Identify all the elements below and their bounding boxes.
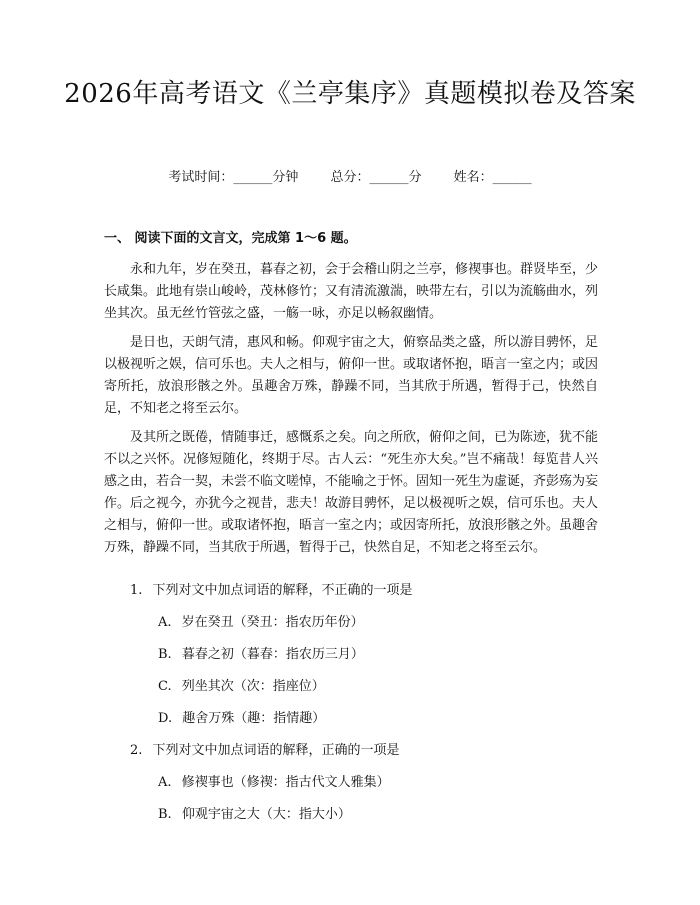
question-2-option-b	[158, 805, 351, 825]
option-text: 列坐其次（次：指座位）	[181, 679, 325, 694]
question-1	[130, 581, 413, 601]
passage-paragraph: 是日也，天朗气清，惠风和畅。仰观宇宙之大，俯察品类之盛，所以游目骋怀，足以极视听之娱，信可乐也。夫人之相与，俯仰一世。或取诸怀抱，晤言一室之内；或因寄所托，放浪形骸之外。虽趣舍万殊，静躁不同，当其欣于所遇，暂得于己，快然自足，不知老之将至云尔。	[104, 335, 599, 416]
option-letter: A.	[158, 775, 172, 790]
exam-time-field: 考试时间：______分钟	[168, 170, 299, 185]
section-heading: 一、 阅读下面的文言文，完成第 1～6 题。	[104, 231, 357, 246]
option-letter: D.	[158, 711, 173, 726]
question-text: 下列对文中加点词语的解释，正确的一项是	[152, 743, 400, 758]
question-1-option-c	[158, 677, 325, 697]
question-2	[130, 741, 400, 761]
option-letter: C.	[158, 679, 172, 694]
exam-score-field: 总分：______分	[330, 170, 422, 185]
option-letter: A.	[158, 615, 172, 630]
exam-name-field: 姓名：______	[453, 170, 532, 185]
question-1-option-d	[158, 709, 325, 729]
document-title: 2026年高考语文《兰亭集序》真题模拟卷及答案	[64, 79, 636, 109]
option-text: 暮春之初（暮春：指农历三月）	[181, 647, 364, 662]
question-1-option-a	[158, 613, 364, 633]
passage-paragraph: 及其所之既倦，情随事迁，感慨系之矣。向之所欣，俯仰之间，已为陈迹，犹不能不以之兴怀。况修短随化，终期于尽。古人云：“死生亦大矣。”岂不痛哉！每览昔人兴感之由，若合一契，未尝不临文嗟悼，不能喻之于怀。固知一死生为虚诞，齐彭殇为妄作。后之视今，亦犹今之视昔，悲夫！故游目骋怀，足以极视听之娱，信可乐也。夫人之相与，俯仰一世。或取诸怀抱，晤言一室之内；或因寄所托，放浪形骸之外。虽趣舍万殊，静躁不同，当其欣于所遇，暂得于己，快然自足，不知老之将至云尔。	[104, 430, 599, 555]
question-number: 2.	[130, 743, 143, 758]
option-letter: B.	[158, 807, 172, 822]
question-1-option-b	[158, 645, 364, 665]
option-text: 岁在癸丑（癸丑：指农历年份）	[181, 615, 364, 630]
exam-info-line	[0, 168, 700, 188]
question-number: 1.	[130, 583, 143, 598]
passage-paragraph: 永和九年，岁在癸丑，暮春之初，会于会稽山阴之兰亭，修禊事也。群贤毕至，少长咸集。此地有崇山峻岭，茂林修竹；又有清流激湍，映带左右，引以为流觞曲水，列坐其次。虽无丝竹管弦之盛，一觞一咏，亦足以畅叙幽情。	[104, 262, 599, 321]
option-letter: B.	[158, 647, 172, 662]
option-text: 修禊事也（修禊：指古代文人雅集）	[181, 775, 390, 790]
option-text: 仰观宇宙之大（大：指大小）	[181, 807, 351, 822]
question-text: 下列对文中加点词语的解释，不正确的一项是	[152, 583, 413, 598]
option-text: 趣舍万殊（趣：指情趣）	[182, 711, 326, 726]
question-2-option-a	[158, 773, 390, 793]
